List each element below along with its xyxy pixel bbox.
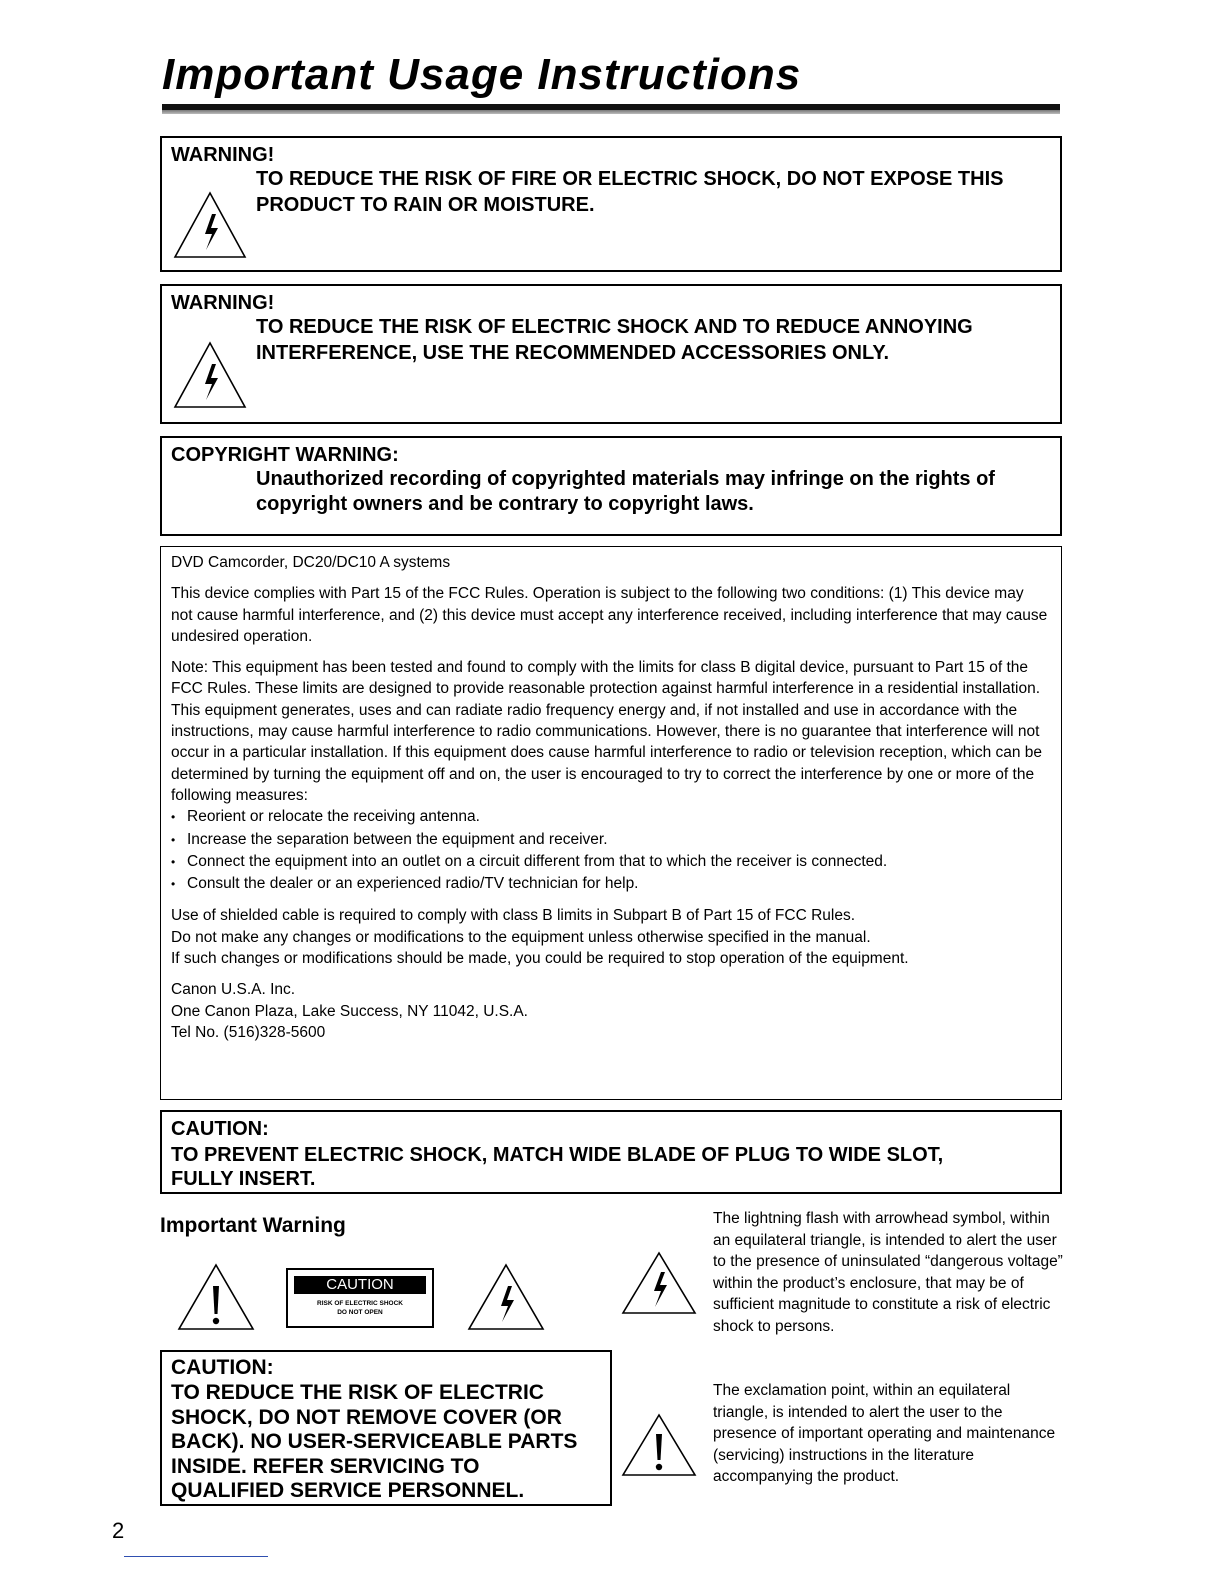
copyright-warning-box [160,436,1062,536]
caution-label-line1: RISK OF ELECTRIC SHOCK [317,1300,403,1307]
list-item: • Connect the equipment into an outlet on a circuit different from that to which the receiver is connected. [171,851,1049,873]
fcc-cable-3: If such changes or modifications should be made, you could be required to stop operation of the equipment. [171,950,909,968]
exclamation-triangle-icon [176,1262,256,1332]
lightning-triangle-icon [466,1262,546,1332]
caution-label-title: CAUTION [294,1276,426,1294]
caution-heading: CAUTION: [171,1356,274,1379]
caution-plug-box [160,1110,1062,1194]
warning-text-line2: PRODUCT TO RAIN OR MOISTURE. [256,194,595,216]
fcc-measures-list [171,806,1049,895]
fcc-model: DVD Camcorder, DC20/DC10 A systems [171,554,451,571]
warning-box-interference [160,284,1062,424]
lightning-triangle-icon [620,1250,698,1316]
fcc-cable-1: Use of shielded cable is required to comply with class B limits in Subpart B of Part 15 of FCC Rules. [171,907,856,925]
page-title: Important Usage Instructions [162,50,802,99]
caution-cover-line: QUALIFIED SERVICE PERSONNEL. [171,1479,525,1502]
caution-label [286,1268,434,1328]
warning-heading: WARNING! [171,144,275,166]
list-item: • Reorient or relocate the receiving antenna. [171,806,1049,828]
exclamation-triangle-icon [620,1412,698,1478]
footer-rule [124,1556,268,1557]
caution-cover-lines [171,1381,577,1504]
title-rule [162,104,1060,114]
page-number: 2 [112,1518,125,1543]
caution-cover-line: SHOCK, DO NOT REMOVE COVER (OR [171,1405,562,1429]
warning-text-line1: TO REDUCE THE RISK OF FIRE OR ELECTRIC SHOCK, DO NOT EXPOSE THIS [256,168,1004,190]
list-item: • Consult the dealer or an experienced radio/TV technician for help. [171,873,1049,895]
fcc-address: One Canon Plaza, Lake Success, NY 11042, U.S.A. [171,1002,528,1020]
fcc-cable-2: Do not make any changes or modifications to the equipment unless otherwise specified in the manual. [171,928,871,946]
caution-cover-box [160,1350,612,1506]
warning-box-fire [160,136,1062,272]
important-warning-heading: Important Warning [160,1214,346,1237]
caution-text-line1: TO PREVENT ELECTRIC SHOCK, MATCH WIDE BLADE OF PLUG TO WIDE SLOT, [171,1144,944,1166]
fcc-company: Canon U.S.A. Inc. [171,981,296,999]
caution-cover-line: TO REDUCE THE RISK OF ELECTRIC [171,1381,544,1404]
fcc-compliance: This device complies with Part 15 of the FCC Rules. Operation is subject to the following two conditions: (1) This device may not cause harmful interference, and (2) this device must accept any interference received, including interference that may cause undesired operation. [171,585,1048,645]
caution-label-line2: DO NOT OPEN [337,1309,383,1316]
list-item: • Increase the separation between the equipment and receiver. [171,829,1049,851]
lightning-triangle-icon [172,190,248,260]
fcc-statement-box [160,546,1062,1100]
caution-heading: CAUTION: [171,1118,269,1140]
lightning-triangle-icon [172,340,248,410]
caution-cover-line: INSIDE. REFER SERVICING TO [171,1454,480,1478]
exclamation-symbol-description: The exclamation point, within an equilateral triangle, is intended to alert the user to the presence of important operating and maintenance (servicing) instructions in the literature accompanying the product. [713,1382,1056,1485]
copyright-text-line1: Unauthorized recording of copyrighted materials may infringe on the rights of [256,468,995,490]
copyright-heading: COPYRIGHT WARNING: [171,444,399,466]
lightning-symbol-description: The lightning flash with arrowhead symbol, within an equilateral triangle, is intended to alert the user to the presence of uninsulated “dangerous voltage” within the product’s enclosure, that may be of sufficient magnitude to constitute a risk of electric shock to persons. [713,1210,1063,1335]
caution-text-line2: FULLY INSERT. [171,1168,316,1190]
warning-heading: WARNING! [171,292,275,314]
caution-cover-line: BACK). NO USER-SERVICEABLE PARTS [171,1430,578,1453]
fcc-tel: Tel No. (516)328-5600 [171,1023,326,1041]
warning-text-line1: TO REDUCE THE RISK OF ELECTRIC SHOCK AND TO REDUCE ANNOYING [256,316,973,338]
copyright-text-line2: copyright owners and be contrary to copyright laws. [256,493,754,515]
fcc-note: Note: This equipment has been tested and found to comply with the limits for class B digital device, pursuant to Part 15 of the FCC Rules. These limits are designed to provide reasonable protection against harmful interference in a residential installation. This equipment generates, uses and can radiate radio frequency energy and, if not installed and use in accordance with the instructions, may cause harmful interference to radio communications. However, there is no guarantee that interference will not occur in a particular installation. If this equipment does cause harmful interference to radio or television reception, which can be determined by turning the equipment off and on, the user is encouraged to try to correct the interference by one or more of the following measures: [171,659,1043,804]
warning-text-line2: INTERFERENCE, USE THE RECOMMENDED ACCESSORIES ONLY. [256,342,890,364]
